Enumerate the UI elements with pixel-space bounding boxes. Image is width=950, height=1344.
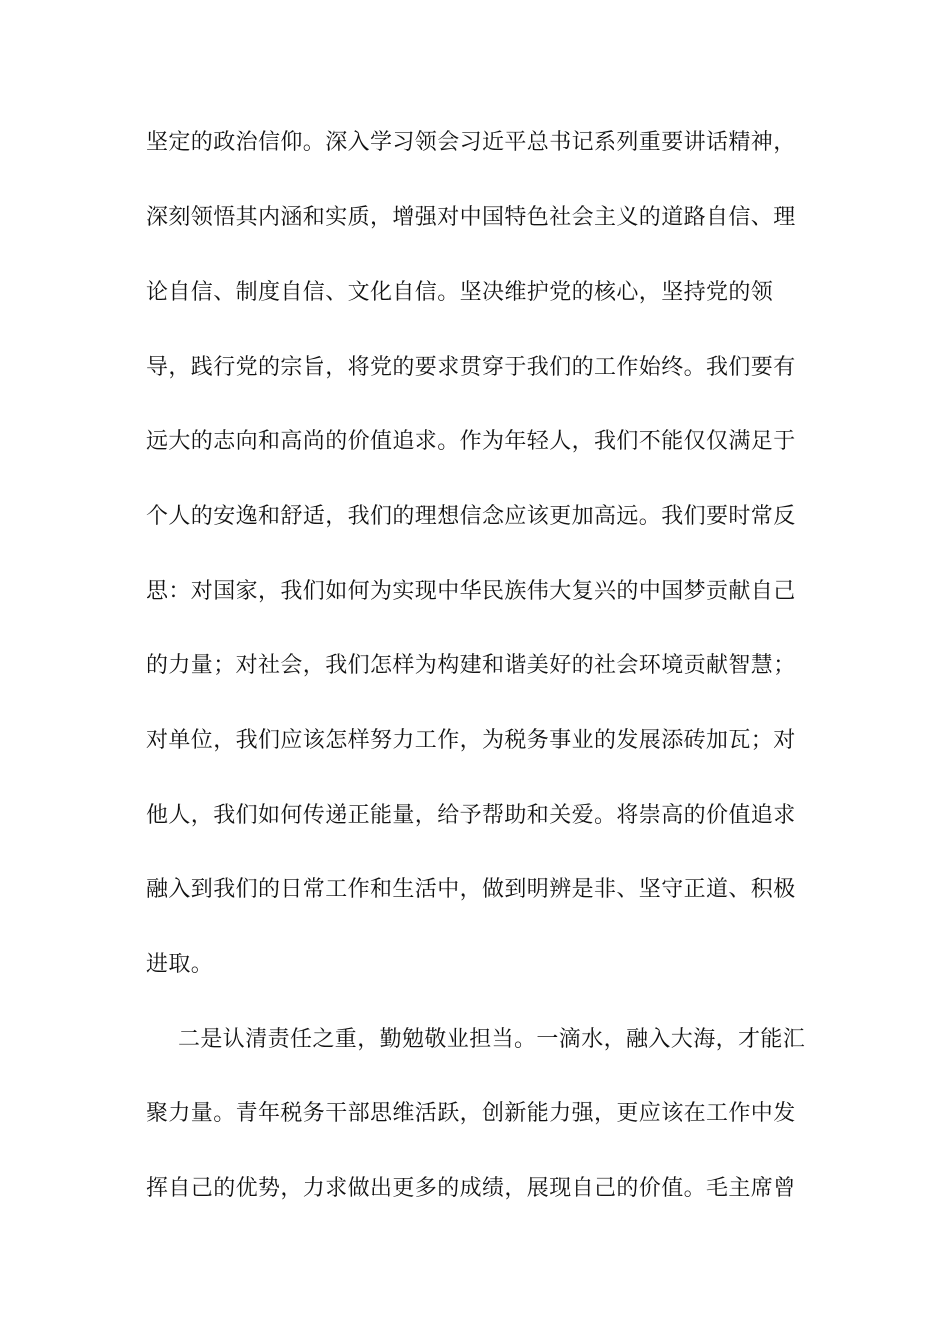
text-line: 聚力量。青年税务干部思维活跃，创新能力强，更应该在工作中发 <box>146 1101 796 1126</box>
text-line: 论自信、制度自信、文化自信。坚决维护党的核心，坚持党的领 <box>146 280 774 305</box>
text-line: 思：对国家，我们如何为实现中华民族伟大复兴的中国梦贡献自己 <box>146 579 796 604</box>
text-line: 他人，我们如何传递正能量，给予帮助和关爱。将崇高的价值追求 <box>146 803 796 828</box>
text-line: 个人的安逸和舒适，我们的理想信念应该更加高远。我们要时常反 <box>146 504 796 529</box>
text-line: 远大的志向和高尚的价值追求。作为年轻人，我们不能仅仅满足于 <box>146 429 796 454</box>
text-line: 的力量；对社会，我们怎样为构建和谐美好的社会环境贡献智慧； <box>146 653 796 678</box>
text-line: 进取。 <box>146 952 214 977</box>
text-line: 导，践行党的宗旨，将党的要求贯穿于我们的工作始终。我们要有 <box>146 355 796 380</box>
text-line: 坚定的政治信仰。深入学习领会习近平总书记系列重要讲话精神， <box>146 130 796 155</box>
text-line: 融入到我们的日常工作和生活中，做到明辨是非、坚守正道、积极 <box>146 877 796 902</box>
text-line: 挥自己的优势，力求做出更多的成绩，展现自己的价值。毛主席曾 <box>146 1176 796 1201</box>
text-line: 对单位，我们应该怎样努力工作，为税务事业的发展添砖加瓦；对 <box>146 728 796 753</box>
paragraph-first-line: 二是认清责任之重，勤勉敬业担当。一滴水，融入大海，才能汇 <box>178 1027 806 1052</box>
text-line: 深刻领悟其内涵和实质，增强对中国特色社会主义的道路自信、理 <box>146 205 796 230</box>
